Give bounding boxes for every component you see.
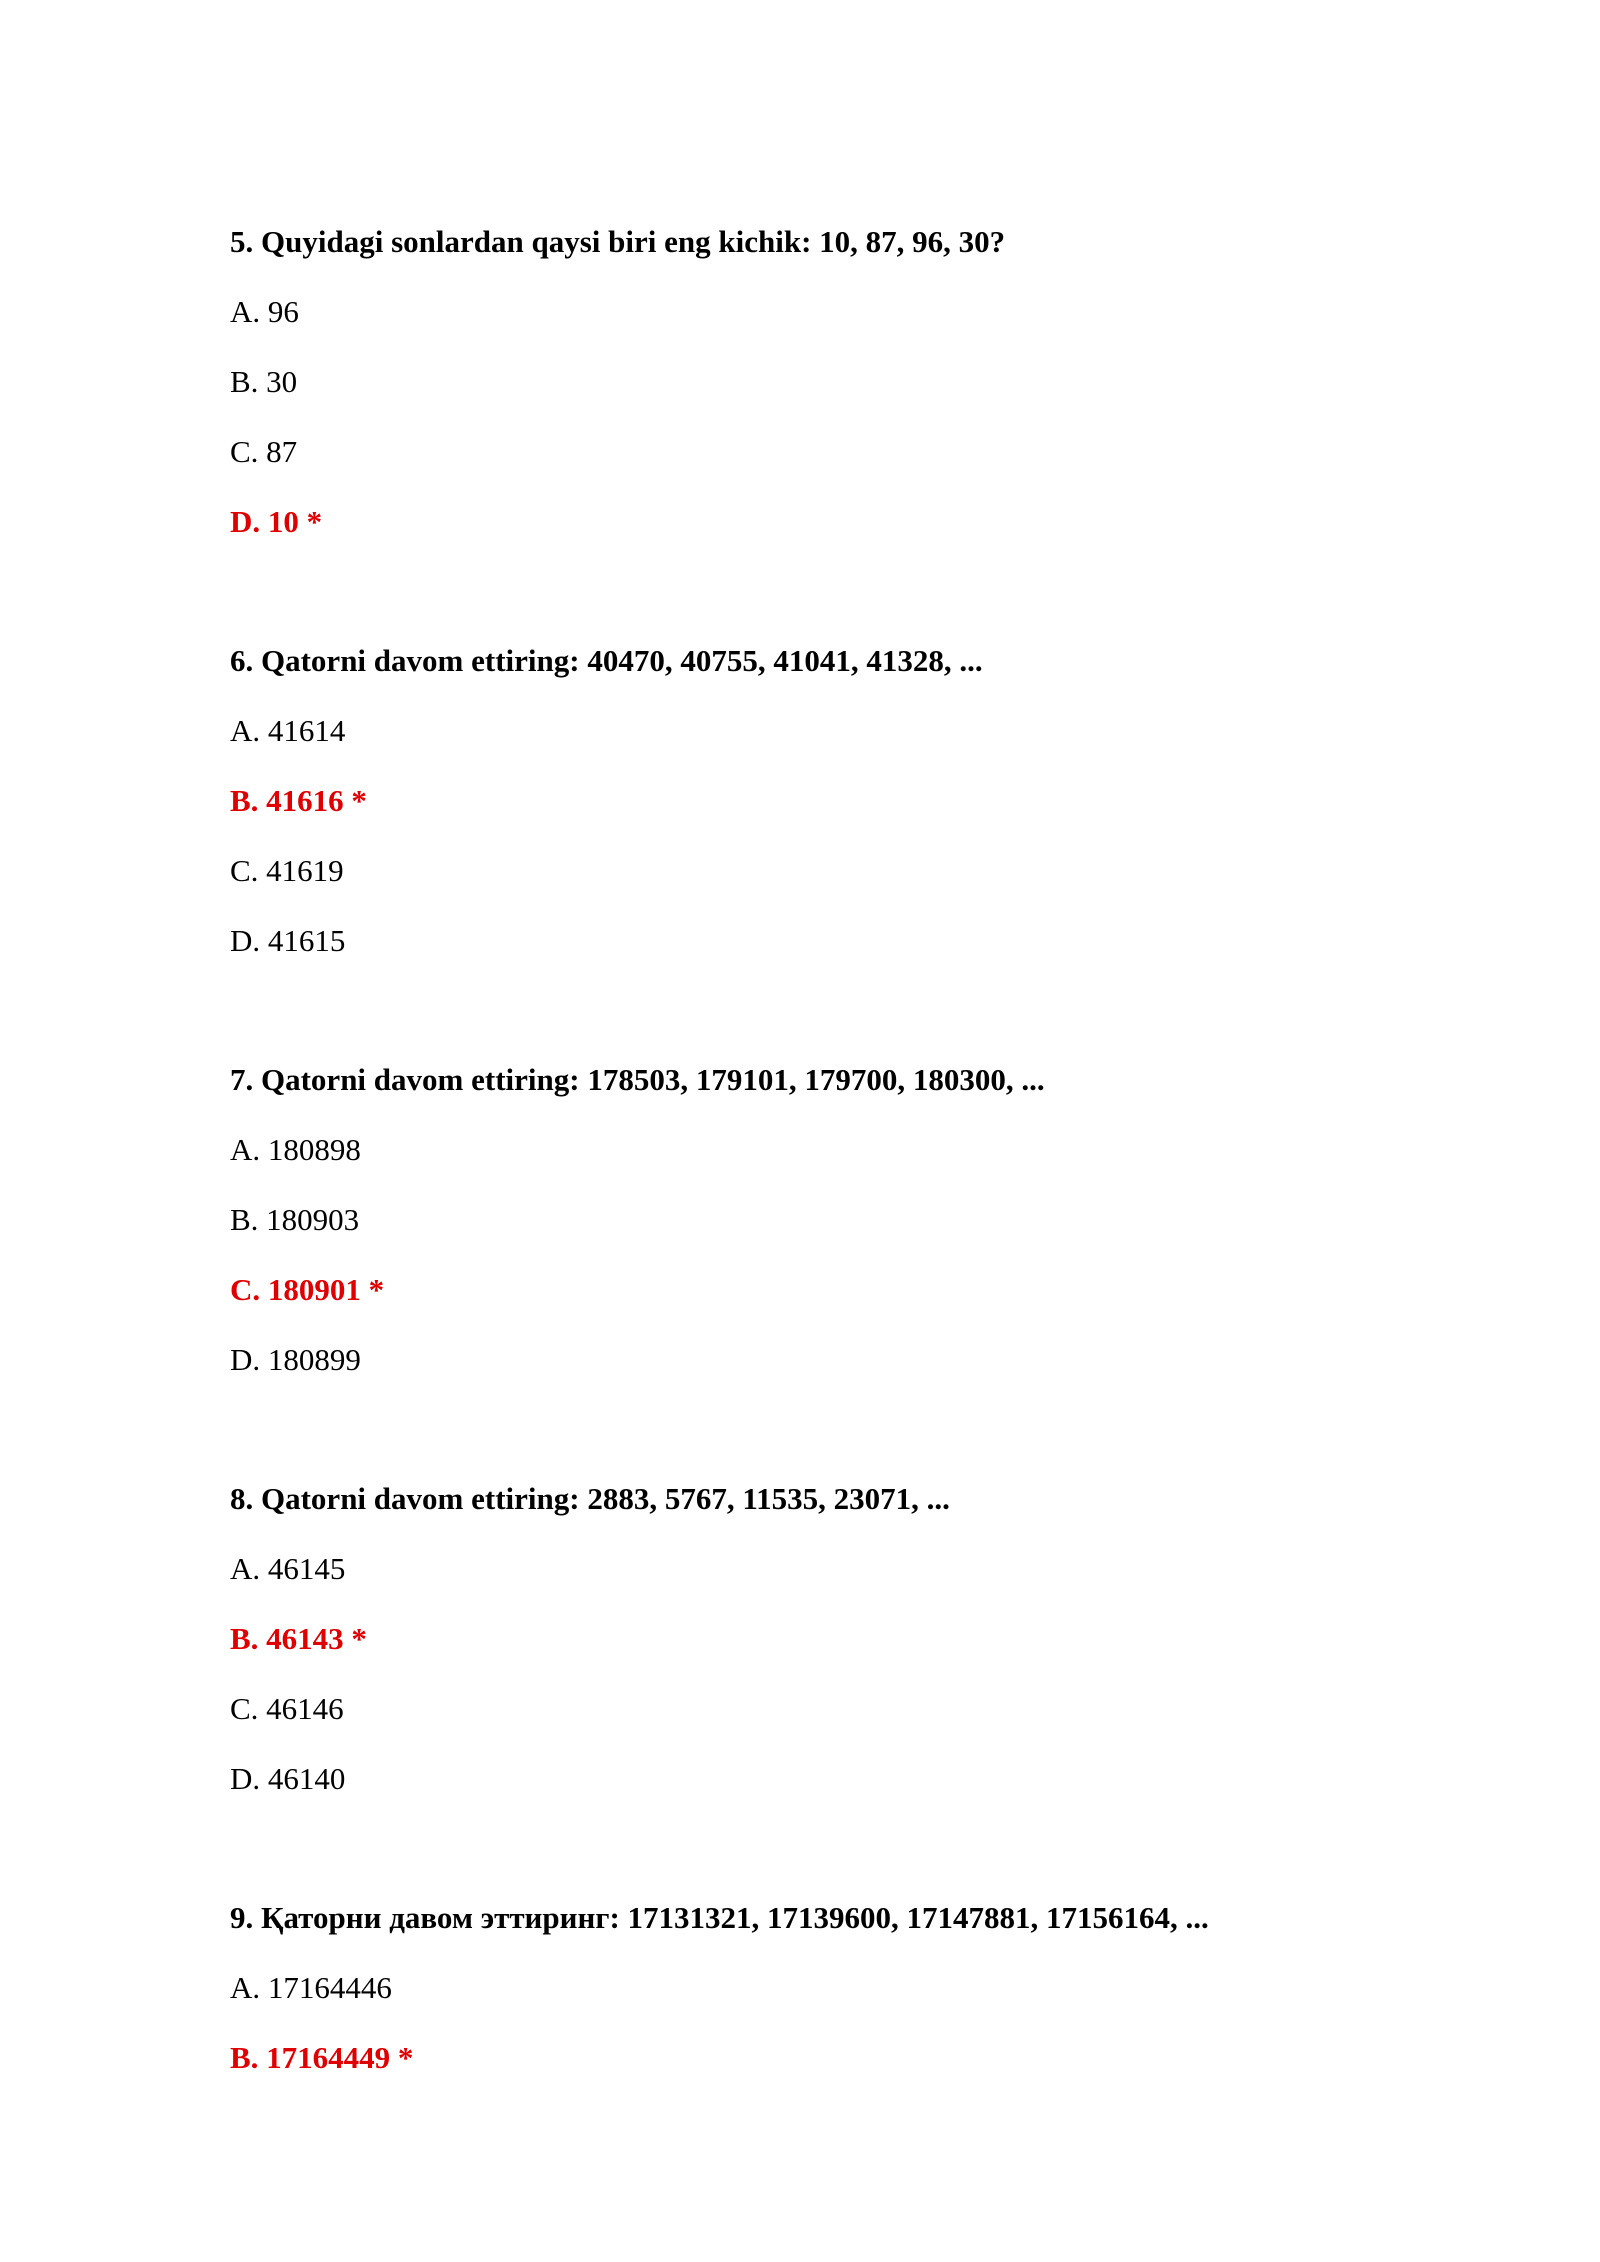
answer-option: B. 30 [230,364,298,399]
answer-option: C. 46146 [230,1691,344,1726]
correct-answer-option: B. 46143 * [230,1621,367,1656]
correct-answer-option: B. 41616 * [230,783,367,818]
question-5 [230,222,1530,542]
answer-option: A. 17164446 [230,1970,392,2005]
question-9 [230,1898,1530,2078]
question-text: 8. Qatorni davom ettiring: 2883, 5767, 11535, 23071, ... [230,1481,950,1516]
answer-option: B. 180903 [230,1202,360,1237]
question-text: 9. Қаторни давом эттиринг: 17131321, 17139600, 17147881, 17156164, ... [230,1900,1209,1935]
question-6 [230,641,1530,961]
correct-answer-option: C. 180901 * [230,1272,385,1307]
question-text: 6. Qatorni davom ettiring: 40470, 40755, 41041, 41328, ... [230,643,983,678]
answer-option: D. 46140 [230,1761,346,1796]
question-7 [230,1060,1530,1380]
answer-option: A. 46145 [230,1551,346,1586]
correct-answer-option: B. 17164449 * [230,2040,414,2075]
answer-option: A. 41614 [230,713,346,748]
question-8 [230,1479,1530,1799]
answer-option: D. 41615 [230,923,346,958]
answer-option: C. 87 [230,434,298,469]
question-text: 5. Quyidagi sonlardan qaysi biri eng kichik: 10, 87, 96, 30? [230,224,1006,259]
correct-answer-option: D. 10 * [230,504,323,539]
answer-option: D. 180899 [230,1342,361,1377]
question-text: 7. Qatorni davom ettiring: 178503, 179101, 179700, 180300, ... [230,1062,1045,1097]
answer-option: C. 41619 [230,853,344,888]
answer-option: A. 180898 [230,1132,361,1167]
answer-option: A. 96 [230,294,299,329]
